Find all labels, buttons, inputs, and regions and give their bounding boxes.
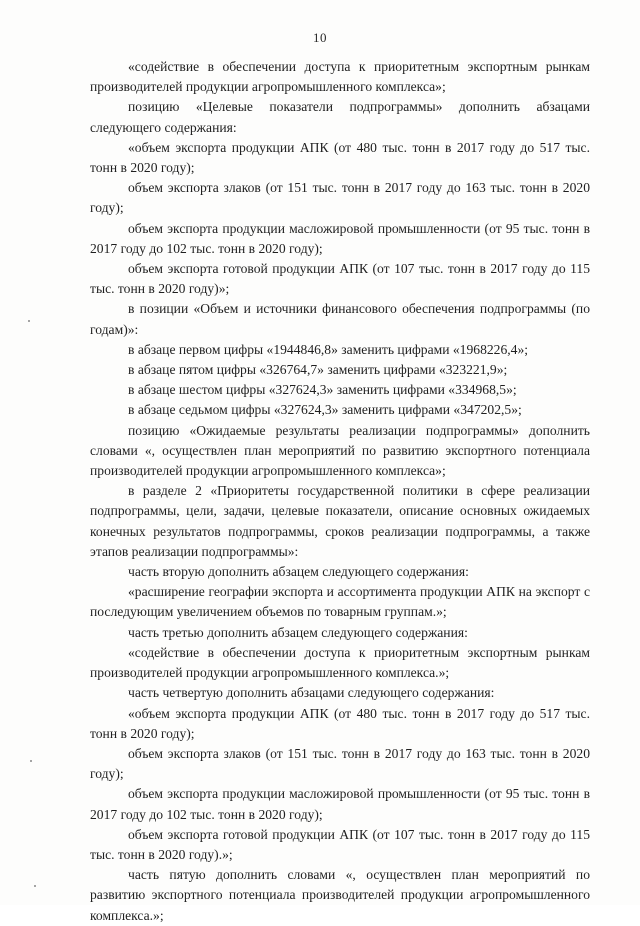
- paragraph: объем экспорта злаков (от 151 тыс. тонн в 2017 году до 163 тыс. тонн в 2020 году);: [90, 180, 590, 216]
- paragraph: объем экспорта злаков (от 151 тыс. тонн в 2017 году до 163 тыс. тонн в 2020 году);: [90, 745, 590, 782]
- paragraph: «содействие в обеспечении доступа к приоритетным экспортным рынкам производителей продукции агропромышленного комплекса.»;: [90, 644, 590, 681]
- paragraph: позицию «Ожидаемые результаты реализации подпрограммы» дополнить словами «, осуществлен план мероприятий по развитию экспортного потенциала производителей продукции агропромышленного комплекса»;: [90, 422, 590, 479]
- paragraph: часть третью дополнить абзацем следующего содержания:: [128, 624, 468, 640]
- paragraph: в позиции «Объем и источники финансового обеспечения подпрограммы (по годам)»:: [90, 301, 590, 337]
- scan-speck: [30, 760, 32, 762]
- paragraph: «расширение географии экспорта и ассортимента продукции АПК на экспорт с последующим увеличением объемов по товарным группам.»;: [90, 584, 590, 620]
- scan-speck: [28, 320, 30, 322]
- paragraph: в абзаце пятом цифры «326764,7» заменить цифрами «323221,9»;: [128, 362, 508, 378]
- paragraph: объем экспорта готовой продукции АПК (от 107 тыс. тонн в 2017 году до 115 тыс. тонн в 2020 году)»;: [90, 261, 590, 297]
- scan-speck: [34, 885, 36, 887]
- paragraph: позицию «Целевые показатели подпрограммы» дополнить абзацами следующего содержания:: [90, 99, 590, 135]
- paragraph: часть пятую дополнить словами «, осуществлен план мероприятий по развитию экспортного потенциала производителей продукции агропромышленного комплекса.»;: [90, 867, 590, 923]
- paragraph: часть вторую дополнить абзацем следующего содержания:: [128, 564, 469, 580]
- paragraph: часть четвертую дополнить абзацами следующего содержания:: [128, 685, 495, 701]
- paragraph: «содействие в обеспечении доступа к приоритетным экспортным рынкам производителей продукции агропромышленного комплекса»;: [90, 59, 590, 95]
- paragraph: в разделе 2 «Приоритеты государственной политики в сфере реализации подпрограммы, цели, задачи, целевые показатели, описание основных ожидаемых конечных результатов подпрограммы, сроков реализации подпрограммы, а также этапов реализации подпрограммы»:: [90, 483, 590, 559]
- paragraph: в абзаце седьмом цифры «327624,3» заменить цифрами «347202,5»;: [128, 402, 522, 418]
- paragraph: в абзаце шестом цифры «327624,3» заменить цифрами «334968,5»;: [128, 382, 517, 398]
- paragraph: объем экспорта готовой продукции АПК (от 107 тыс. тонн в 2017 году до 115 тыс. тонн в 2020 году).»;: [90, 826, 590, 862]
- paragraph: «объем экспорта продукции АПК (от 480 тыс. тонн в 2017 году до 517 тыс. тонн в 2020 году);: [90, 705, 590, 741]
- document-body: [90, 57, 590, 926]
- paragraph: объем экспорта продукции масложировой промышленности (от 95 тыс. тонн в 2017 году до 102 тыс. тонн в 2020 году);: [90, 786, 590, 822]
- page-number: 10: [313, 30, 327, 45]
- paragraph: объем экспорта продукции масложировой промышленности (от 95 тыс. тонн в 2017 году до 102 тыс. тонн в 2020 году);: [90, 220, 590, 256]
- paragraph: в абзаце первом цифры «1944846,8» заменить цифрами «1968226,4»;: [128, 341, 529, 357]
- paragraph: «объем экспорта продукции АПК (от 480 тыс. тонн в 2017 году до 517 тыс. тонн в 2020 году);: [90, 139, 590, 176]
